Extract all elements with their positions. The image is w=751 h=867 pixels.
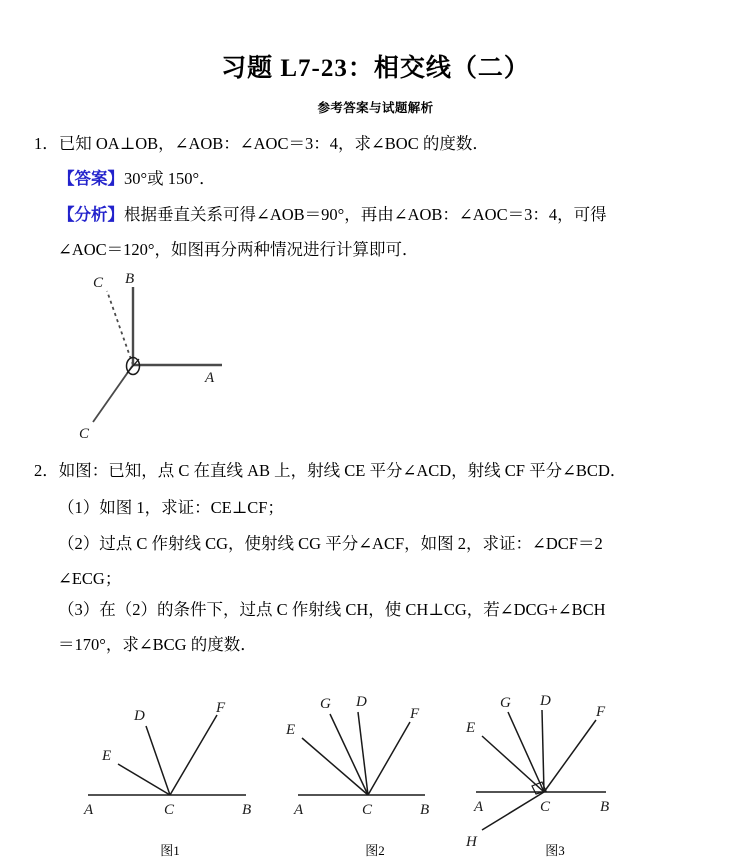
ray-cd-fig2	[358, 712, 368, 795]
label-b-fig2: B	[420, 802, 430, 818]
figure-1	[70, 690, 270, 850]
label-a: A	[205, 370, 215, 386]
label-c-fig2: C	[362, 802, 373, 818]
page-title: 习题 L7-23：相交线（二）	[221, 55, 530, 82]
label-f-fig3: F	[596, 704, 606, 720]
ray-cd-fig3	[542, 710, 544, 792]
page-subtitle: 参考答案与试题解析	[317, 101, 434, 115]
analysis-tag: 【分析】	[58, 205, 124, 224]
label-e-fig3: E	[466, 720, 476, 736]
problem-1-analysis-cont: ∠AOC＝120°，如图再分两种情况进行计算即可．	[58, 240, 419, 259]
label-d-fig3: D	[540, 693, 551, 709]
analysis-text: 根据垂直关系可得∠AOB＝90°，再由∠AOB：∠AOC＝3：4，可得	[124, 205, 607, 224]
problem-2-part-3-line-2: ＝170°，求∠BCG 的度数．	[58, 635, 257, 654]
ray-ce-fig1	[118, 764, 170, 795]
label-b-fig3: B	[600, 799, 610, 815]
label-a-fig1: A	[84, 802, 94, 818]
perpendicular-rays-diagram	[55, 265, 275, 450]
ray-cg-fig3	[508, 712, 544, 792]
label-a-fig3: A	[474, 799, 484, 815]
figure-2	[280, 690, 480, 850]
ray-ce-fig3	[482, 736, 544, 792]
label-d-fig2: D	[356, 694, 367, 710]
ray-ch-fig3	[482, 792, 544, 830]
label-c-fig3: C	[540, 799, 551, 815]
label-c-upper: C	[93, 275, 104, 291]
label-f-fig2: F	[410, 706, 420, 722]
label-g-fig2: G	[320, 696, 331, 712]
label-f-fig1: F	[216, 700, 226, 716]
label-a-fig2: A	[294, 802, 304, 818]
ray-oc-solid	[93, 365, 133, 422]
ray-cf-fig3	[544, 720, 596, 792]
label-h-fig3: H	[466, 834, 477, 850]
label-e-fig2: E	[286, 722, 296, 738]
answer-tag: 【答案】	[58, 169, 124, 188]
ray-cg-fig2	[330, 714, 368, 795]
problem-1-analysis	[58, 205, 607, 225]
ray-ce-fig2	[302, 738, 368, 795]
label-c-lower: C	[79, 426, 90, 442]
figure-3-caption: 图3	[545, 843, 565, 858]
figure-3	[460, 690, 660, 865]
label-d-fig1: D	[134, 708, 145, 724]
label-b-fig1: B	[242, 802, 252, 818]
ray-oc-dashed	[107, 291, 133, 365]
problem-2-part-3-line-1: （3）在（2）的条件下，过点 C 作射线 CH，使 CH⊥CG，若∠DCG+∠BCH	[58, 600, 606, 619]
problem-2-stem: 2．如图：已知，点 C 在直线 AB 上，射线 CE 平分∠ACD，射线 CF 平分∠BCD．	[34, 461, 627, 480]
label-e-fig1: E	[102, 748, 112, 764]
label-g-fig3: G	[500, 695, 511, 711]
ray-cf-fig2	[368, 722, 410, 795]
ray-cf-fig1	[170, 715, 217, 795]
label-c-fig1: C	[164, 802, 175, 818]
figure-1-caption: 图1	[160, 843, 180, 858]
ray-cd-fig1	[146, 726, 170, 795]
problem-1-answer	[58, 169, 216, 189]
problem-2-part-2-line-2: ∠ECG；	[58, 569, 122, 588]
problem-2-part-1: （1）如图 1，求证：CE⊥CF；	[58, 498, 284, 517]
figure-2-caption: 图2	[365, 843, 385, 858]
problem-2-part-2-line-1: （2）过点 C 作射线 CG，使射线 CG 平分∠ACF，如图 2，求证：∠DCF＝2	[58, 534, 603, 553]
label-b: B	[125, 271, 135, 287]
answer-text: 30°或 150°．	[124, 169, 216, 188]
problem-1-stem: 1．已知 OA⊥OB，∠AOB：∠AOC＝3：4，求∠BOC 的度数．	[34, 134, 489, 153]
